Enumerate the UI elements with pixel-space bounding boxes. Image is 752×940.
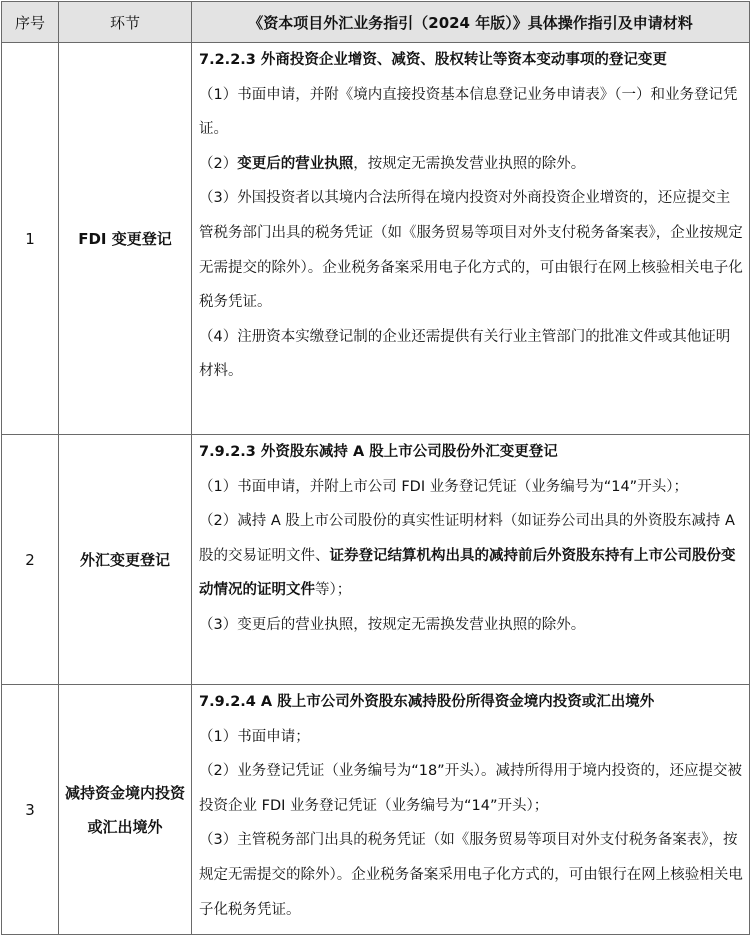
- table-row: [2, 435, 750, 685]
- section-heading: 7.9.2.3 外资股东减持 A 股上市公司股份外汇变更登记: [199, 444, 558, 460]
- section-heading: 7.2.2.3 外商投资企业增资、减资、股权转让等资本变动事项的登记变更: [199, 52, 667, 68]
- row-content: [192, 435, 750, 685]
- paragraph: （2）业务登记凭证（业务编号为“18”开头）。减持所得用于境内投资的，还应提交被投资企业 FDI 业务登记凭证（业务编号为“14”开头）；: [199, 763, 742, 814]
- paragraph-text: 等）；: [315, 582, 352, 599]
- paragraph: （3）变更后的营业执照，按规定无需换发营业执照的除外。: [199, 616, 586, 633]
- row-index: 3: [2, 685, 59, 935]
- paragraph: （3）外国投资者以其境内合法所得在境内投资对外商投资企业增资的，还应提交主管税务部门出具的税务凭证（如《服务贸易等项目对外支付税务备案表》，企业按规定无需提交的除外）。企业税务备案采用电子化方式的，可由银行在网上核验相关电子化税务凭证。: [199, 190, 743, 311]
- paragraph-text: ，按规定无需换发营业执照的除外。: [353, 155, 586, 172]
- row-stage: FDI 变更登记: [59, 43, 192, 435]
- paragraph: （4）注册资本实缴登记制的企业还需提供有关行业主管部门的批准文件或其他证明材料。: [199, 328, 731, 380]
- paragraph: [199, 504, 743, 608]
- paragraph: （1）书面申请；: [199, 728, 310, 745]
- row-content: [192, 685, 750, 935]
- table-header-row: [2, 2, 750, 43]
- paragraph: （1）书面申请，并附《境内直接投资基本信息登记业务申请表》（一）和业务登记凭证。: [199, 86, 738, 138]
- paragraph: （1）书面申请，并附上市公司 FDI 业务登记凭证（业务编号为“14”开头）；: [199, 478, 688, 495]
- operation-guide-table: [1, 1, 750, 935]
- paragraph-text: （2）: [199, 155, 238, 172]
- row-stage: 减持资金境内投资或汇出境外: [59, 685, 192, 935]
- paragraph-bold-text: 变更后的营业执照: [237, 155, 354, 172]
- paragraph-text: （2）减持 A 股上市公司股份的真实性证明材料（如证券公司出具的外资股东减持 A 股的交易证明文件、: [199, 513, 735, 564]
- header-index: 序号: [2, 2, 59, 43]
- paragraph: （3）主管税务部门出具的税务凭证（如《服务贸易等项目对外支付税务备案表》，按规定无需提交的除外）。企业税务备案采用电子化方式的，可由银行在网上核验相关电子化税务凭证。: [199, 832, 743, 918]
- paragraph: [199, 147, 743, 182]
- table-row: [2, 685, 750, 935]
- row-index: 2: [2, 435, 59, 685]
- paragraph-bold-text: 证券登记结算机构出具的减持前后外资股东持有上市公司股份变动情况的证明文件: [199, 547, 736, 599]
- table-row: [2, 43, 750, 435]
- row-stage: 外汇变更登记: [59, 435, 192, 685]
- row-index: 1: [2, 43, 59, 435]
- header-stage: 环节: [59, 2, 192, 43]
- section-heading: 7.9.2.4 A 股上市公司外资股东减持股份所得资金境内投资或汇出境外: [199, 694, 655, 710]
- header-title: 《资本项目外汇业务指引（2024 年版）》具体操作指引及申请材料: [192, 2, 750, 43]
- row-content: [192, 43, 750, 435]
